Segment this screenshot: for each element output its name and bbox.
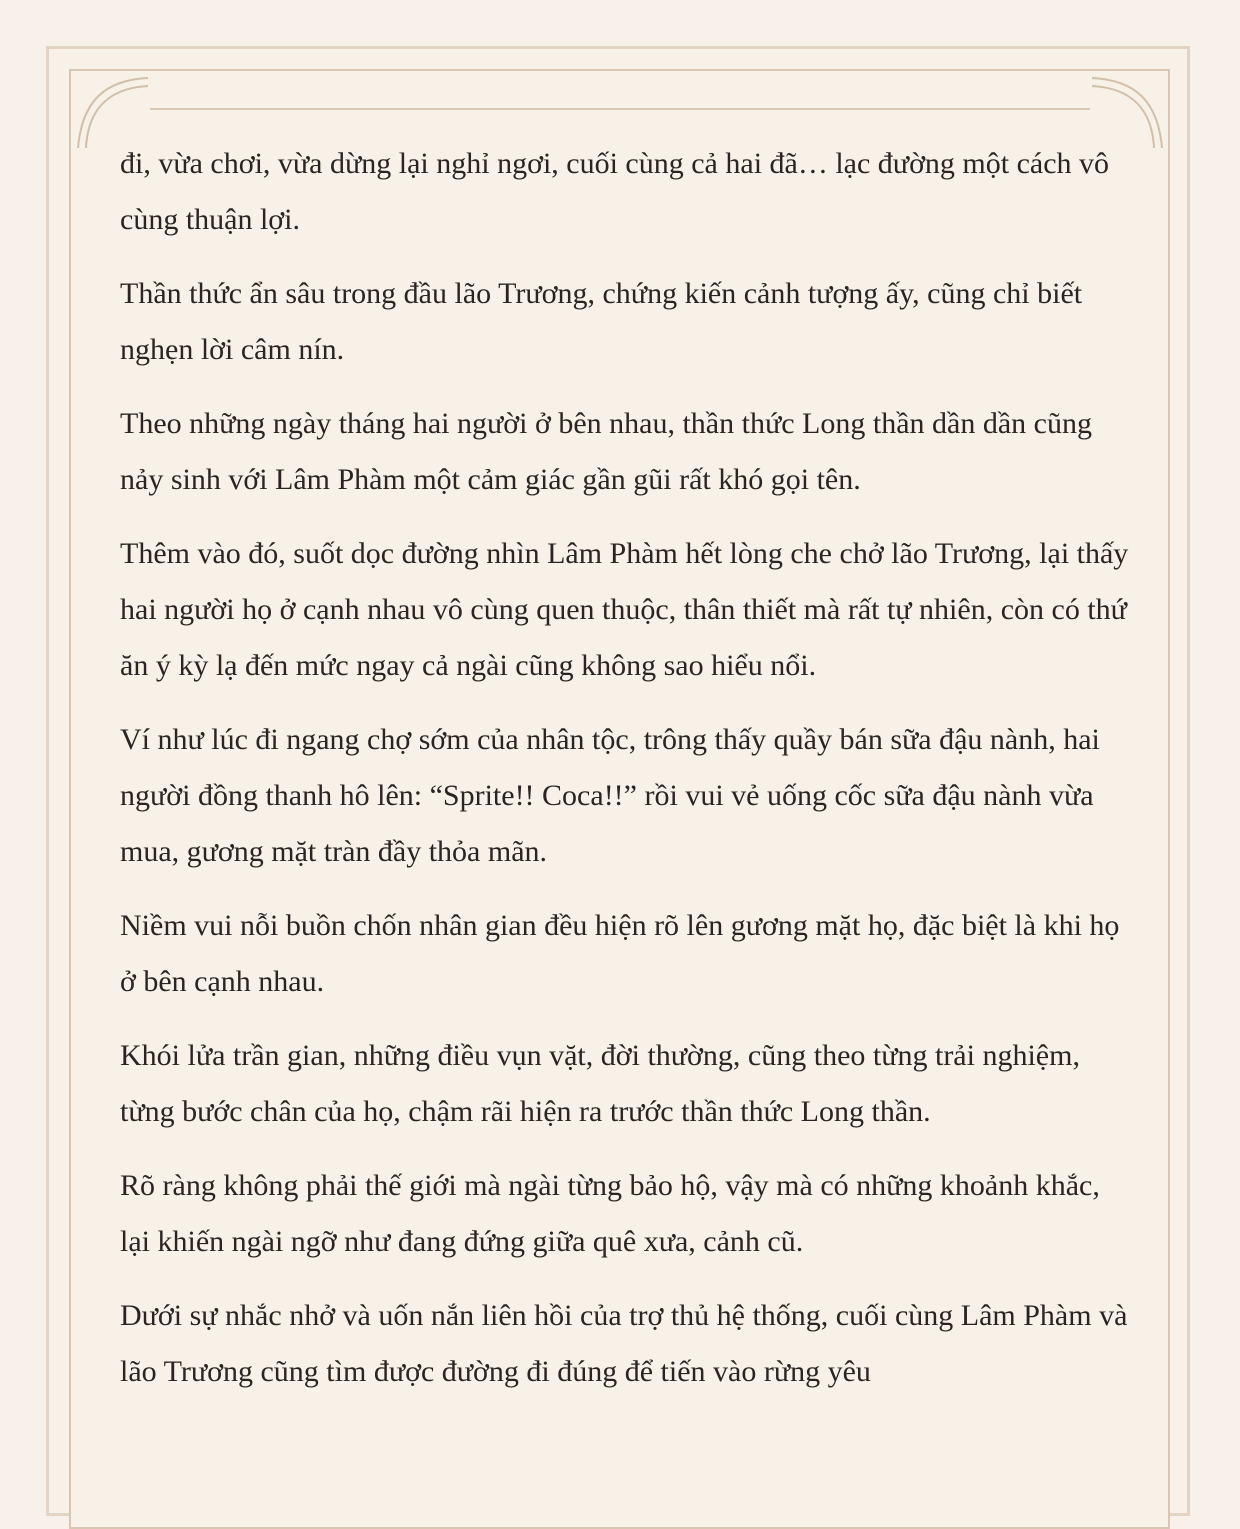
paragraph-6: Niềm vui nỗi buồn chốn nhân gian đều hiện rõ lên gương mặt họ, đặc biệt là khi họ ở bên cạnh nhau. [120, 909, 1120, 998]
paragraph-9: Dưới sự nhắc nhở và uốn nắn liên hồi của trợ thủ hệ thống, cuối cùng Lâm Phàm và lão Trương cũng tìm được đường đi đúng để tiến vào rừng yêu [120, 1299, 1128, 1388]
paragraph-5: Ví như lúc đi ngang chợ sớm của nhân tộc, trông thấy quầy bán sữa đậu nành, hai người đồng thanh hô lên: “Sprite!! Coca!!” rồi vui vẻ uống cốc sữa đậu nành vừa mua, gương mặt tràn đầy thỏa mãn. [120, 723, 1100, 868]
paragraph-2: Thần thức ẩn sâu trong đầu lão Trương, chứng kiến cảnh tượng ấy, cũng chỉ biết nghẹn lời câm nín. [120, 277, 1083, 366]
paragraph-7: Khói lửa trần gian, những điều vụn vặt, đời thường, cũng theo từng trải nghiệm, từng bước chân của họ, chậm rãi hiện ra trước thần thức Long thần. [120, 1039, 1080, 1128]
paragraph-8: Rõ ràng không phải thế giới mà ngài từng bảo hộ, vậy mà có những khoảnh khắc, lại khiến ngài ngỡ như đang đứng giữa quê xưa, cảnh cũ. [120, 1169, 1100, 1258]
paragraph-3: Theo những ngày tháng hai người ở bên nhau, thần thức Long thần dần dần cũng nảy sinh với Lâm Phàm một cảm giác gần gũi rất khó gọi tên. [120, 407, 1092, 496]
paragraph-1: đi, vừa chơi, vừa dừng lại nghỉ ngơi, cuối cùng cả hai đã… lạc đường một cách vô cùng thuận lợi. [120, 147, 1110, 236]
chapter-text [120, 136, 1130, 1418]
top-divider-line [150, 108, 1090, 110]
paragraph-4: Thêm vào đó, suốt dọc đường nhìn Lâm Phàm hết lòng che chở lão Trương, lại thấy hai người họ ở cạnh nhau vô cùng quen thuộc, thân thiết mà rất tự nhiên, còn có thứ ăn ý kỳ lạ đến mức ngay cả ngài cũng không sao hiểu nổi. [120, 537, 1129, 682]
